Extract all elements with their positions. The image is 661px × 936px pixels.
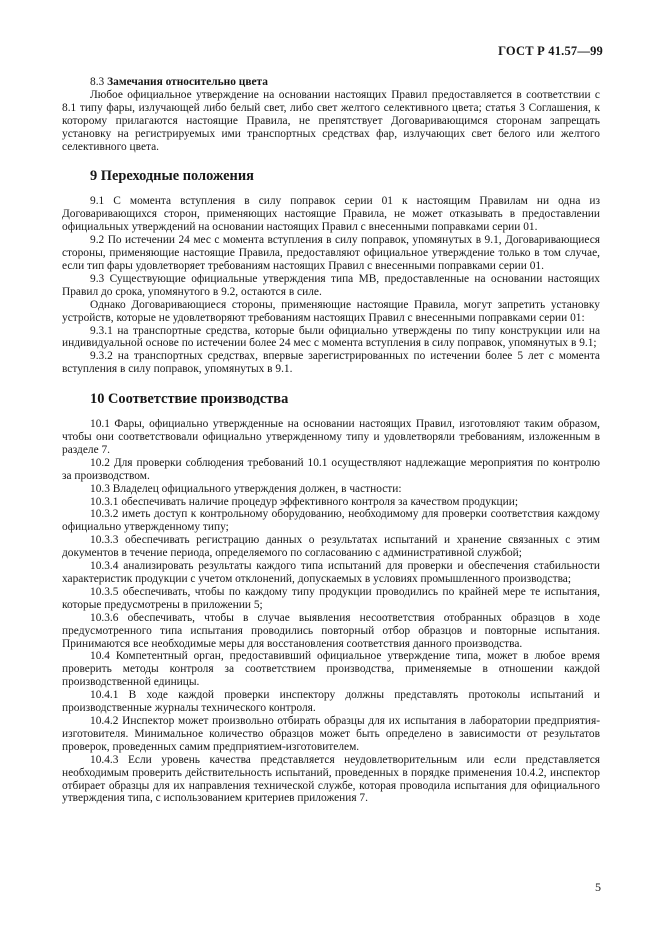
page-number: 5	[595, 880, 601, 894]
subsection-title: Замечания относительно цвета	[107, 76, 268, 88]
paragraph: Однако Договаривающиеся стороны, применяющие настоящие Правила, могут запретить установку устройств, которые не удовлетворяют требованиям настоящих Правил с внесенными поправками серии 01:	[62, 298, 600, 324]
paragraph: 9.3 Существующие официальные утверждения типа МВ, предоставленные на основании настоящих Правил до срока, упомянутого в 9.2, остаются в силе.	[62, 272, 600, 298]
paragraph: 10.3.4 анализировать результаты каждого типа испытаний для проверки и обеспечения стабильности характеристик продукции с учетом отклонений, допускаемых в условиях промышленного производства;	[62, 560, 600, 585]
paragraph: 10.2 Для проверки соблюдения требований 10.1 осуществляют надлежащие мероприятия по контролю за производством.	[62, 456, 600, 482]
paragraph: 10.4.2 Инспектор может произвольно отбирать образцы для их испытания в лаборатории предприятия-изготовителя. Минимальное количество образцов может быть определено в зависимости от результатов проверок, проведенных самим предприятием-изготовителем.	[62, 714, 600, 753]
paragraph: 10.4.1 В ходе каждой проверки инспектору должны представлять протоколы испытаний и производственные журналы технического контроля.	[62, 689, 600, 715]
paragraph: Любое официальное утверждение на основании настоящих Правил предоставляется в соответствии с 8.1 типу фары, излучающей либо белый свет, либо свет желтого селективного цвета; статья 3 Соглашения, к которому прилагаются настоящие Правила, не препятствует Договаривающимся сторонам запрещать установку на регистрируемых ими транспортных средствах фар, излучающих свет белого или желтого селективного цвета.	[62, 88, 600, 153]
paragraph: 10.3 Владелец официального утверждения должен, в частности:	[90, 482, 402, 495]
paragraph: 10.1 Фары, официально утвержденные на основании настоящих Правил, изготовляют таким образом, чтобы они соответствовали официально утвержденному типу и удовлетворяли требованиям, изложенным в разделе 7.	[62, 418, 600, 456]
paragraph: 10.3.2 иметь доступ к контрольному оборудованию, необходимому для проверки соответствия каждому официально утвержденному типу;	[62, 508, 600, 534]
section-9-heading: 9 Переходные положения	[90, 168, 254, 185]
paragraph: 10.4 Компетентный орган, предоставивший официальное утверждение типа, может в любое время проверить методы контроля за соответствием производства, применяемые в отношении каждой производственной единицы.	[62, 650, 600, 689]
paragraph: 10.3.1 обеспечивать наличие процедур эффективного контроля за качеством продукции;	[90, 495, 518, 508]
section-10-heading: 10 Соответствие производства	[90, 391, 289, 408]
standard-header: ГОСТ Р 41.57—99	[498, 44, 603, 58]
paragraph: 10.3.6 обеспечивать, чтобы в случае выявления несоответствия отобранных образцов в ходе предусмотренного типа испытания проводились повторный отбор образцов и повторные испытания. Принимаются все необходимые меры для восстановления соответствия данного производства.	[62, 611, 600, 650]
paragraph: 10.3.3 обеспечивать регистрацию данных о результатах испытаний и хранение связанных с этим документов в течение периода, определяемого по согласованию с административной службой;	[62, 534, 600, 560]
subsection-8-3-title	[62, 76, 600, 89]
paragraph: 10.4.3 Если уровень качества представляется неудовлетворительным или если представляется необходимым проверить действительность испытаний, проведенных в порядке применения 10.4.2, инспектор отбирает образцы для их направления технической службе, которая проводила испытания для официального утверждения типа, с использованием критериев приложения 7.	[62, 753, 600, 805]
paragraph: 10.3.5 обеспечивать, чтобы по каждому типу продукции проводились по крайней мере те испытания, которые предусмотрены в приложении 5;	[62, 585, 600, 611]
document-body	[62, 76, 600, 805]
paragraph: 9.3.1 на транспортные средства, которые были официально утверждены по типу конструкции или на индивидуальной основе по истечении более 24 мес с момента вступления в силу поправок, упомянутых в 9.1;	[62, 324, 600, 350]
paragraph: 9.2 По истечении 24 мес с момента вступления в силу поправок, упомянутых в 9.1, Договаривающиеся стороны, применяющие настоящие Правила, предоставляют официальное утверждение только в том случае, если тип фары удовлетворяет требованиям настоящих Правил с внесенными поправками серии 01.	[62, 234, 600, 272]
subsection-number: 8.3	[90, 76, 105, 88]
paragraph: 9.3.2 на транспортных средствах, впервые зарегистрированных по истечении более 5 лет с момента вступления в силу поправок, упомянутых в 9.1.	[62, 350, 600, 376]
paragraph: 9.1 С момента вступления в силу поправок серии 01 к настоящим Правилам ни одна из Договаривающихся сторон, применяющих настоящие Правила, не может отказывать в предоставлении официальных утверждений на основании настоящих Правил с внесенными поправками серии 01.	[62, 195, 600, 234]
